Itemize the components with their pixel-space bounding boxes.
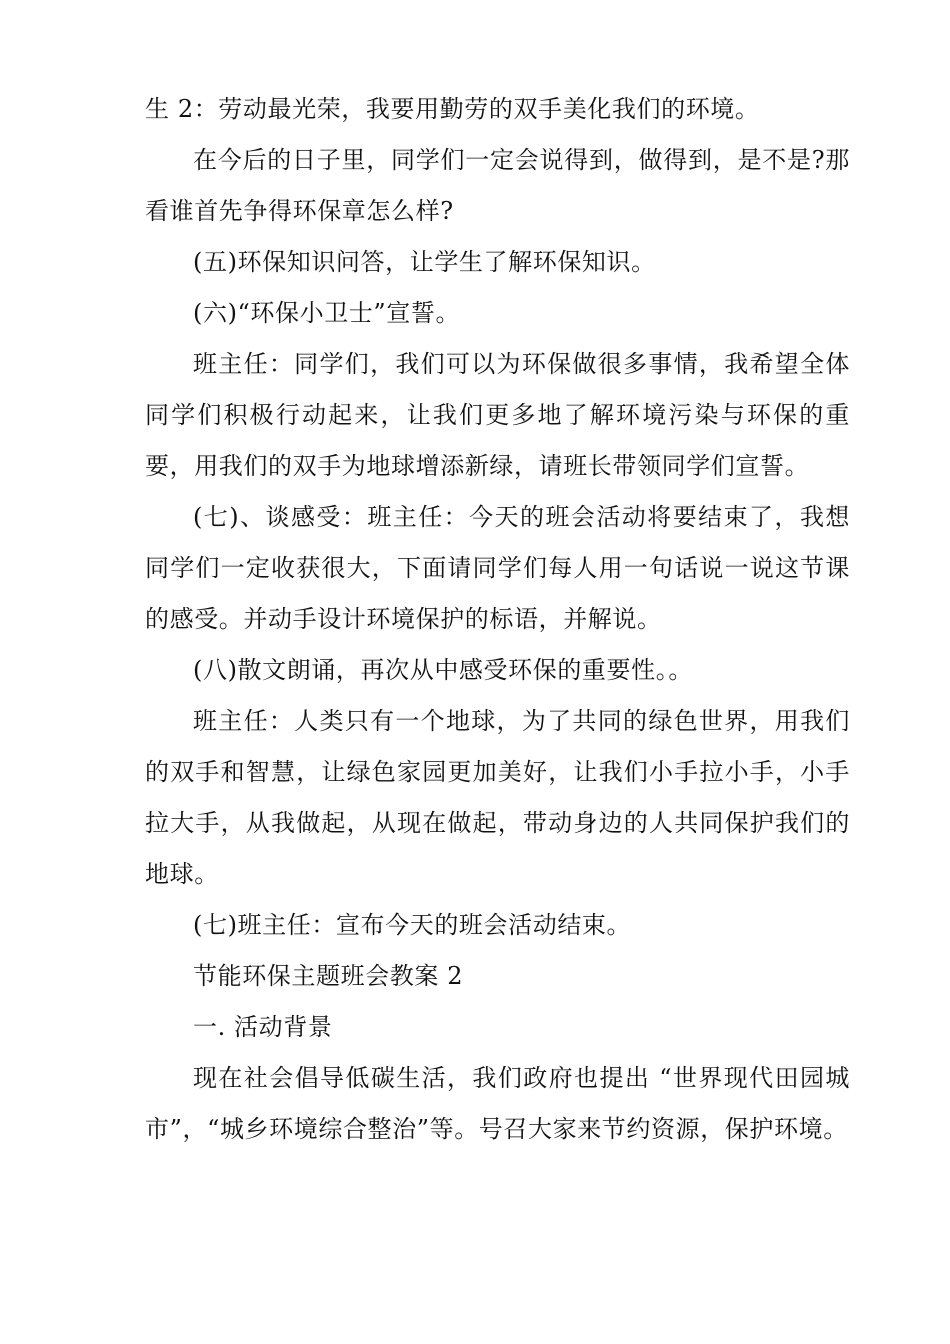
paragraph-student-2: 生 2：劳动最光荣，我要用勤劳的双手美化我们的环境。 xyxy=(145,95,760,123)
section-heading-background: 一. 活动背景 xyxy=(193,1013,333,1041)
section-title: 节能环保主题班会教案 2 xyxy=(193,962,464,990)
paragraph-teacher-closing: 班主任：人类只有一个地球，为了共同的绿色世界，用我们的双手和智慧，让绿色家园更加美好，让我们小手拉小手，小手拉大手，从我做起，从现在做起，带动身边的人共同保护我们的地球。 xyxy=(145,707,850,888)
paragraph-end-activity: (七)班主任：宣布今天的班会活动结束。 xyxy=(193,911,632,939)
paragraph-recitation: (八)散文朗诵，再次从中感受环保的重要性。。 xyxy=(193,656,693,684)
paragraph-quiz: (五)环保知识问答，让学生了解环保知识。 xyxy=(193,248,656,276)
paragraph-feelings: (七)、谈感受：班主任：今天的班会活动将要结束了，我想同学们一定收获很大，下面请同学们每人用一句话说一说这节课的感受。并动手设计环境保护的标语，并解说。 xyxy=(145,503,850,633)
paragraph-background: 现在社会倡导低碳生活，我们政府也提出 “世界现代田园城市”，“城乡环境综合整治”等。号召大家来节约资源，保护环境。 xyxy=(145,1064,850,1143)
paragraph-promise: 在今后的日子里，同学们一定会说得到，做得到，是不是?那看谁首先争得环保章怎么样? xyxy=(145,146,850,225)
paragraph-teacher-call: 班主任：同学们，我们可以为环保做很多事情，我希望全体同学们积极行动起来，让我们更多地了解环境污染与环保的重要，用我们的双手为地球增添新绿，请班长带领同学们宣誓。 xyxy=(145,350,850,480)
paragraph-oath: (六)“环保小卫士”宣誓。 xyxy=(193,299,461,327)
